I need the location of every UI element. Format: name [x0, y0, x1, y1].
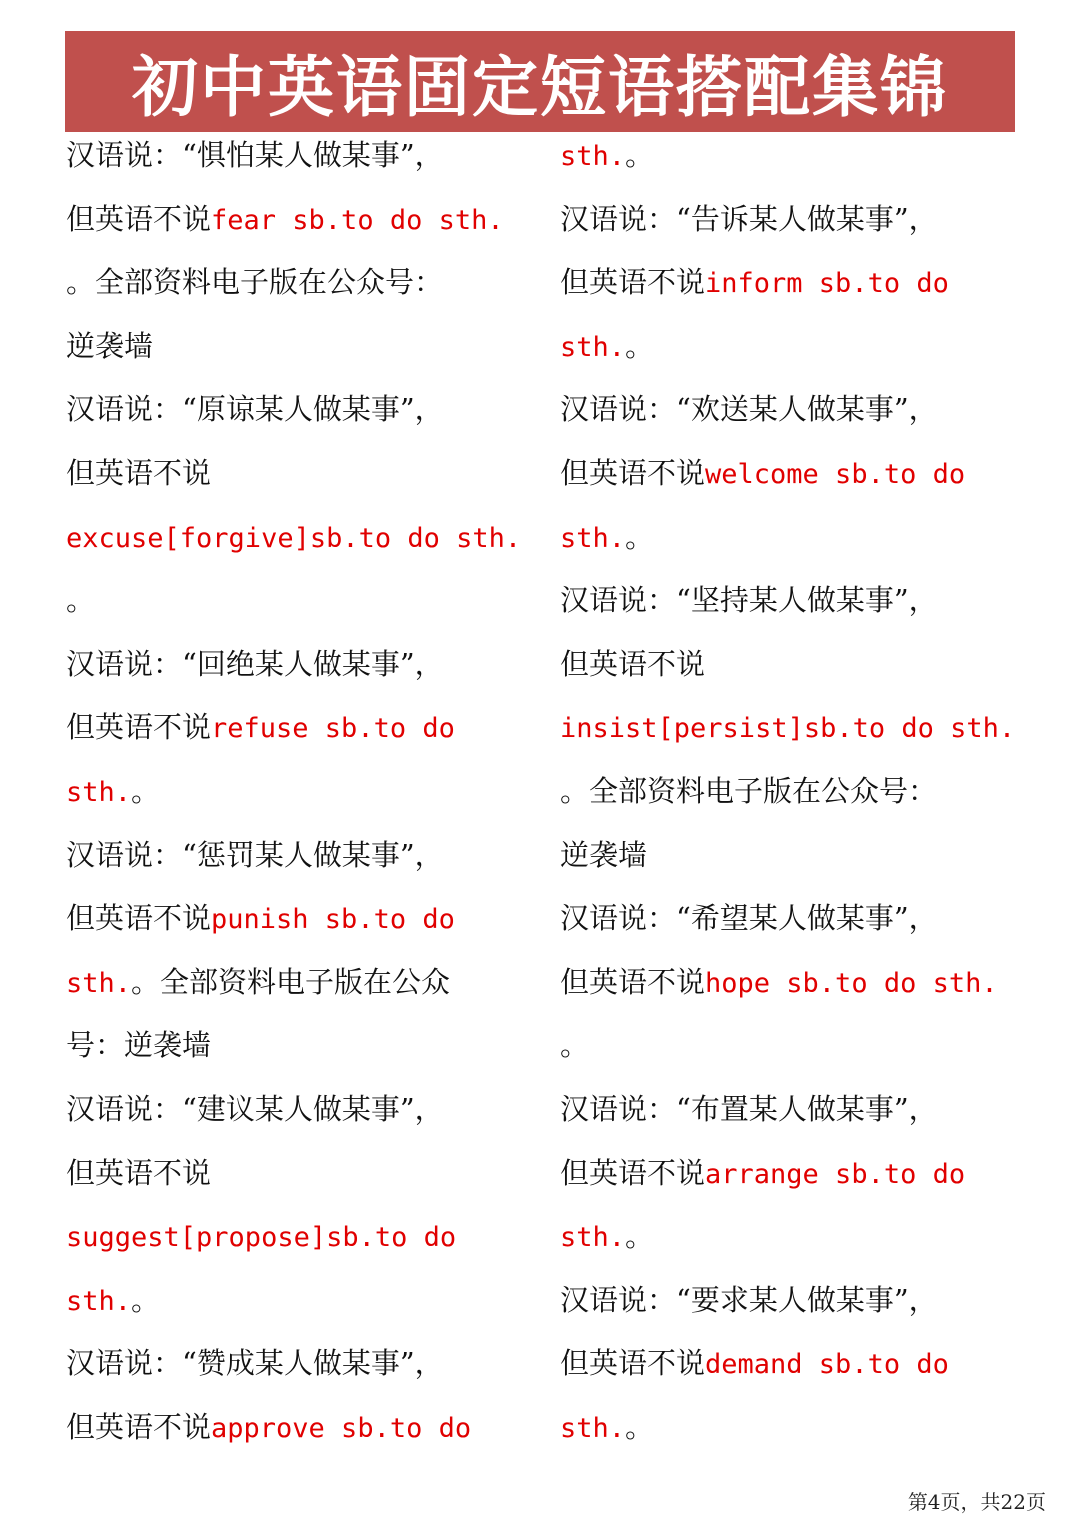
text-line [66, 633, 536, 697]
text-line [560, 1014, 1030, 1078]
chinese-text: 。 [625, 138, 655, 172]
chinese-text: 汉语说：“原谅某人做某事”， [66, 392, 444, 427]
text-line [66, 951, 536, 1015]
english-phrase: approve sb.to do [211, 1412, 472, 1444]
text-line [560, 124, 1030, 188]
english-phrase: fear sb.to do sth. [211, 204, 504, 236]
chinese-text: 。 [625, 519, 655, 554]
text-line [560, 378, 1030, 442]
text-line [560, 569, 1030, 633]
chinese-text: 但英语不说 [560, 1346, 706, 1381]
text-line [560, 251, 1030, 315]
english-phrase: refuse sb.to do [211, 713, 455, 745]
text-line [560, 696, 1030, 760]
english-phrase: sth. [66, 967, 132, 999]
chinese-text: 。全部资料电子版在公众 [131, 964, 451, 999]
text-line [66, 1078, 536, 1142]
left-column [66, 124, 536, 1459]
chinese-text: 但英语不说 [66, 1155, 212, 1190]
text-line [560, 506, 1030, 570]
title-banner [65, 31, 1015, 132]
english-phrase: arrange sb.to do [705, 1158, 966, 1190]
english-phrase: suggest[propose]sb.to do [66, 1222, 457, 1254]
chinese-text: 但英语不说 [560, 265, 706, 300]
text-line [66, 1142, 536, 1206]
chinese-text: 。全部资料电子版在公众号： [66, 265, 444, 300]
chinese-text: 但英语不说 [66, 1409, 212, 1444]
text-line [560, 1332, 1030, 1396]
chinese-text: 但英语不说 [66, 901, 212, 936]
chinese-text: 但英语不说 [560, 646, 706, 681]
chinese-text: 。 [625, 1409, 655, 1444]
text-line [560, 1142, 1030, 1206]
chinese-text: 。 [131, 773, 161, 808]
english-phrase: sth. [560, 1222, 626, 1254]
text-line [66, 315, 536, 379]
chinese-text: 但英语不说 [66, 201, 212, 236]
text-line [66, 442, 536, 506]
chinese-text: 但英语不说 [66, 455, 212, 490]
chinese-text: 汉语说：“建议某人做某事”， [66, 1091, 444, 1126]
text-line [66, 760, 536, 824]
chinese-text: 。 [560, 1028, 590, 1063]
chinese-text: 逆袭墙 [560, 837, 648, 872]
text-line [66, 1205, 536, 1269]
text-line [560, 315, 1030, 379]
chinese-text: 汉语说：“欢送某人做某事”， [560, 392, 938, 427]
text-line [66, 696, 536, 760]
chinese-text: 汉语说：“回绝某人做某事”， [66, 646, 444, 681]
text-line [560, 188, 1030, 252]
chinese-text: 。全部资料电子版在公众号： [560, 773, 938, 808]
chinese-text: 汉语说：“希望某人做某事”， [560, 901, 938, 936]
chinese-text: 逆袭墙 [66, 328, 154, 363]
english-phrase: sth. [560, 331, 626, 363]
text-line [66, 1396, 536, 1460]
chinese-text: 。 [625, 328, 655, 363]
chinese-text: 但英语不说 [66, 710, 212, 745]
text-line [66, 824, 536, 888]
english-phrase: sth. [66, 1285, 132, 1317]
text-line [66, 1014, 536, 1078]
chinese-text: 汉语说：“赞成某人做某事”， [66, 1346, 444, 1381]
chinese-text: 汉语说：“告诉某人做某事”， [560, 201, 938, 236]
english-phrase: hope sb.to do sth. [705, 967, 998, 999]
text-line [560, 887, 1030, 951]
text-line [560, 442, 1030, 506]
chinese-text: 但英语不说 [560, 1155, 706, 1190]
page-number: 第4页，共22页 [907, 1490, 1046, 1514]
text-line [66, 506, 536, 570]
text-line [66, 569, 536, 633]
chinese-text: 汉语说：“惩罚某人做某事”， [66, 837, 444, 872]
chinese-text: 。 [66, 583, 96, 618]
chinese-text: 。 [131, 1282, 161, 1317]
chinese-text: 。 [625, 1219, 655, 1254]
english-phrase: demand sb.to do [705, 1349, 949, 1381]
chinese-text: 汉语说：“要求某人做某事”， [560, 1282, 938, 1317]
text-line [560, 1205, 1030, 1269]
chinese-text: 汉语说：“惧怕某人做某事”， [66, 138, 444, 172]
text-line [560, 760, 1030, 824]
text-line [560, 824, 1030, 888]
english-phrase: excuse[forgive]sb.to do sth. [66, 522, 522, 554]
text-line [560, 633, 1030, 697]
english-phrase: punish sb.to do [211, 904, 455, 936]
chinese-text: 汉语说：“布置某人做某事”， [560, 1091, 938, 1126]
english-phrase: sth. [560, 1412, 626, 1444]
english-phrase: inform sb.to do [705, 268, 949, 300]
chinese-text: 但英语不说 [560, 964, 706, 999]
text-line [560, 1078, 1030, 1142]
english-phrase: sth. [560, 141, 626, 172]
text-line [66, 1332, 536, 1396]
english-phrase: insist[persist]sb.to do sth. [560, 713, 1016, 745]
chinese-text: 号：逆袭墙 [66, 1028, 212, 1063]
chinese-text: 汉语说：“坚持某人做某事”， [560, 583, 938, 618]
chinese-text: 但英语不说 [560, 455, 706, 490]
english-phrase: sth. [66, 776, 132, 808]
text-line [66, 378, 536, 442]
text-line [560, 1396, 1030, 1460]
text-line [66, 251, 536, 315]
page-title: 初中英语固定短语搭配集锦 [132, 49, 948, 126]
right-column [560, 124, 1030, 1459]
english-phrase: sth. [560, 522, 626, 554]
text-line [66, 1269, 536, 1333]
text-line [66, 887, 536, 951]
text-line [560, 1269, 1030, 1333]
english-phrase: welcome sb.to do [705, 458, 966, 490]
text-line [66, 124, 536, 188]
text-line [66, 188, 536, 252]
text-line [560, 951, 1030, 1015]
